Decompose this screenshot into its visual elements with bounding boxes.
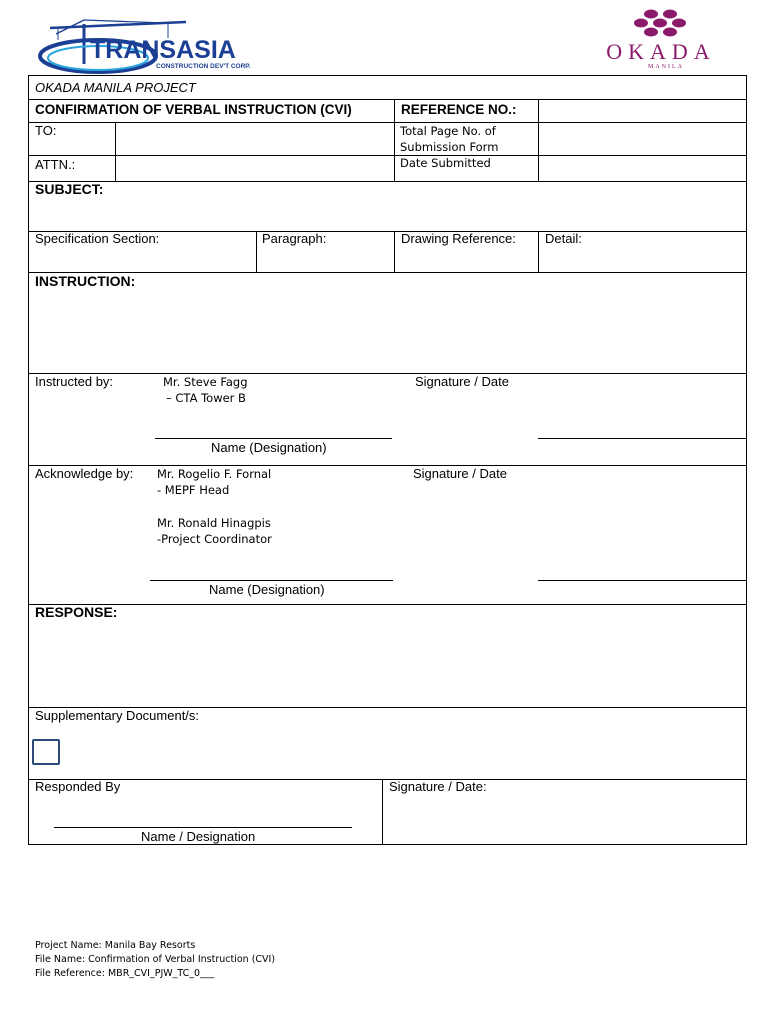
acknowledge-section [28,465,747,605]
ack-name-designation-label: Name (Designation) [209,582,325,597]
footer-project-name: Project Name: Manila Bay Resorts [35,940,196,951]
okada-sub: MANILA [648,64,684,70]
detail-label: Detail: [545,231,582,246]
acknowledge-by-label: Acknowledge by: [35,466,134,481]
ack-name-1: Mr. Rogelio F. Fornal [157,467,272,481]
instructed-name-line [155,438,392,439]
drawing-reference-label: Drawing Reference: [401,231,516,246]
responded-name-line [54,827,352,828]
response-label: RESPONSE: [35,604,118,620]
project-name: OKADA MANILA PROJECT [35,80,196,95]
response-section[interactable] [28,604,747,708]
total-pages-label-line2: Submission Form [400,140,499,154]
instructed-signature-label: Signature / Date [415,374,509,389]
attn-label: ATTN.: [35,157,76,172]
instructed-by-name: Mr. Steve Fagg [163,375,248,389]
ack-signature-label: Signature / Date [413,466,507,481]
footer-file-reference: File Reference: MBR_CVI_PJW_TC_0___ [35,968,215,979]
date-submitted-label: Date Submitted [400,156,491,170]
total-pages-label [400,123,498,155]
instructed-name-designation-label: Name (Designation) [211,440,327,455]
okada-logo [578,6,748,70]
subject-section[interactable] [28,181,747,232]
subject-label: SUBJECT: [35,181,104,197]
form-title: CONFIRMATION OF VERBAL INSTRUCTION (CVI) [35,102,352,117]
ack-name-2: Mr. Ronald Hinagpis [157,516,271,530]
spec-section-label: Specification Section: [35,231,160,246]
responded-by-section [28,779,747,845]
responded-by-label: Responded By [35,779,121,794]
instructed-by-section [28,373,747,466]
paragraph-label: Paragraph: [262,231,327,246]
footer-file-name: File Name: Confirmation of Verbal Instruction (CVI) [35,954,276,965]
ack-role-2: -Project Coordinator [157,532,272,546]
okada-flower-icon [634,10,686,37]
reference-no-label: REFERENCE NO.: [401,102,517,117]
responded-name-designation-label: Name / Designation [141,829,256,844]
instruction-label: INSTRUCTION: [35,273,136,289]
instruction-section[interactable] [28,272,747,374]
ack-role-1: - MEPF Head [157,483,230,497]
total-pages-field[interactable] [539,123,746,155]
attn-field[interactable] [116,156,393,181]
supplementary-label: Supplementary Document/s: [35,708,200,723]
instructed-by-role: – CTA Tower B [166,391,246,405]
date-submitted-field[interactable] [539,156,746,181]
okada-wordmark: OKADA [606,39,716,64]
responded-signature-label: Signature / Date: [389,779,487,794]
instructed-signature-line [538,438,746,439]
logo-tagline: CONSTRUCTION DEV'T CORP. [156,63,251,70]
supplementary-checkbox[interactable] [32,739,60,765]
ack-name-line [150,580,393,581]
ack-signature-line [538,580,746,581]
to-label: TO: [35,123,57,138]
instructed-by-label: Instructed by: [35,374,114,389]
total-pages-label-line1: Total Page No. of [400,124,496,138]
logo-wordmark: TRANSASIA [90,36,236,64]
reference-no-field[interactable] [539,100,746,122]
to-field[interactable] [116,123,393,155]
transasia-logo [36,14,266,76]
